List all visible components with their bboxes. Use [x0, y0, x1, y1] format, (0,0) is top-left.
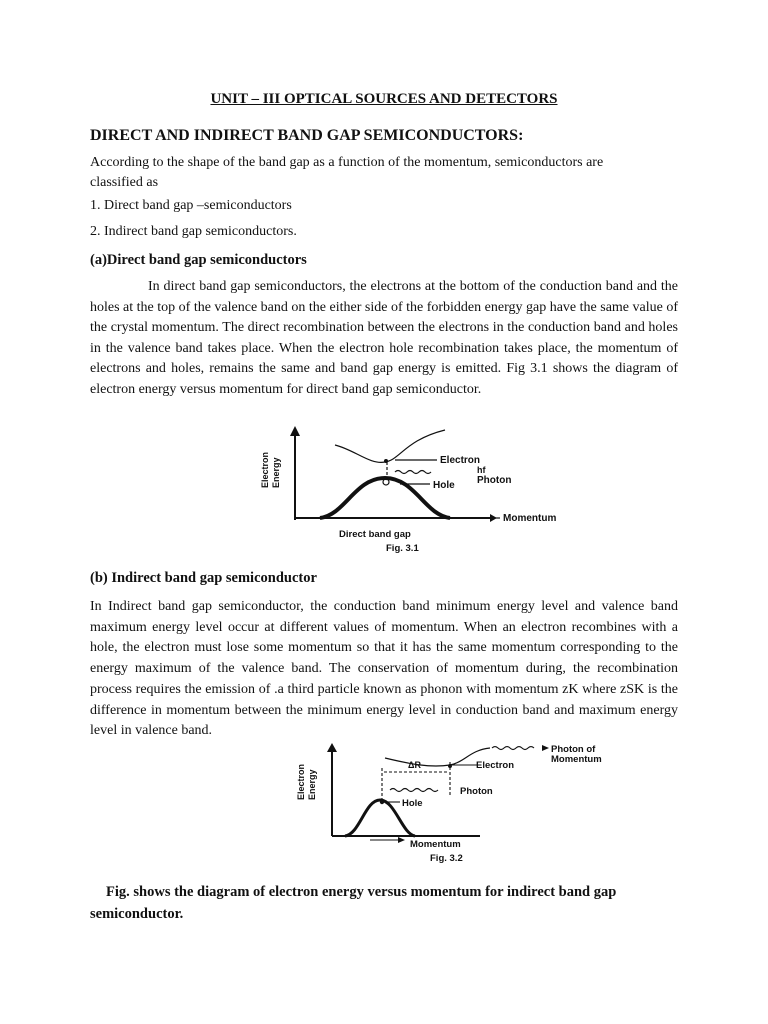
figure-subtitle: Direct band gap	[339, 529, 411, 540]
intro-paragraph: According to the shape of the band gap as a function of the momentum, semiconductors are classified as	[90, 155, 604, 190]
y-axis-arrow	[290, 426, 300, 436]
photon-label: Photon	[460, 786, 493, 797]
phonon-arrow	[542, 745, 549, 751]
indirect-heading: (b) Indirect band gap semiconductor	[90, 570, 317, 586]
page-title: UNIT – III OPTICAL SOURCES AND DETECTORS	[210, 91, 558, 107]
y-axis-label-2: Energy	[271, 457, 281, 488]
x-axis-label: Momentum	[410, 839, 461, 850]
hole-label: Hole	[433, 480, 455, 491]
photon-wave	[395, 471, 431, 474]
x-axis-arrow	[490, 514, 497, 522]
closing-paragraph: Fig. shows the diagram of electron energy versus momentum for indirect band gap semiconductor.	[90, 884, 617, 922]
photon-wave	[390, 789, 438, 792]
x-axis-label: Momentum	[503, 513, 557, 524]
phonon-wave	[492, 747, 534, 750]
indirect-paragraph: In Indirect band gap semiconductor, the conduction band minimum energy level and valence band maximum energy level occur at different values of momentum. When an electron recombines with a hole, the electron must lose some momentum so that it has the same momentum corresponding to the energy maximum of the valence band. The conservation of momentum during, the recombination process requires the emission of .a third particle known as phonon with momentum zK where zSK is the difference in momentum between the minimum energy level in conduction band and maximum energy level in valence band.	[90, 599, 678, 739]
conduction-band-curve	[335, 430, 445, 462]
figure-3-1	[255, 420, 585, 560]
electron-dot	[384, 459, 388, 463]
figure-3-2	[290, 740, 640, 865]
valence-band-curve	[320, 478, 450, 518]
y-axis-label-1: Electron	[296, 763, 306, 800]
direct-paragraph: In direct band gap semiconductors, the electrons at the bottom of the conduction band and the holes at the top of the valence band on the either side of the forbidden energy gap have the same value of the crystal momentum. The direct recombination between the electrons in the conduction band and holes in the valence band takes place. When the electron hole recombination takes place, the momentum of electrons and holes, remains the same and band gap energy is emitted. Fig 3.1 shows the diagram of electron energy versus momentum for direct band gap semiconductor.	[90, 279, 678, 397]
section-heading: DIRECT AND INDIRECT BAND GAP SEMICONDUCTORS:	[90, 127, 524, 144]
hf-label: hf	[477, 465, 486, 475]
photon-momentum-label: Momentum	[551, 754, 602, 765]
y-axis-label-1: Electron	[260, 451, 270, 488]
y-axis-arrow	[327, 743, 337, 752]
momentum-arrowhead	[398, 837, 405, 843]
electron-label: Electron	[476, 760, 515, 771]
photon-of-label: Photon of	[551, 744, 596, 755]
figure-caption: Fig. 3.1	[386, 543, 419, 554]
y-axis-label-2: Energy	[307, 769, 317, 800]
delta-label: ΔR	[408, 760, 421, 770]
conduction-band-curve	[385, 748, 490, 766]
electron-dot	[448, 764, 452, 768]
list-item: 2. Indirect band gap semiconductors.	[90, 224, 297, 239]
figure-caption: Fig. 3.2	[430, 853, 463, 864]
electron-label: Electron	[440, 455, 481, 466]
photon-label: Photon	[477, 475, 512, 486]
hole-label: Hole	[402, 798, 423, 809]
list-item: 1. Direct band gap –semiconductors	[90, 198, 292, 213]
hole-dot	[380, 800, 384, 804]
direct-heading: (a)Direct band gap semiconductors	[90, 252, 307, 268]
